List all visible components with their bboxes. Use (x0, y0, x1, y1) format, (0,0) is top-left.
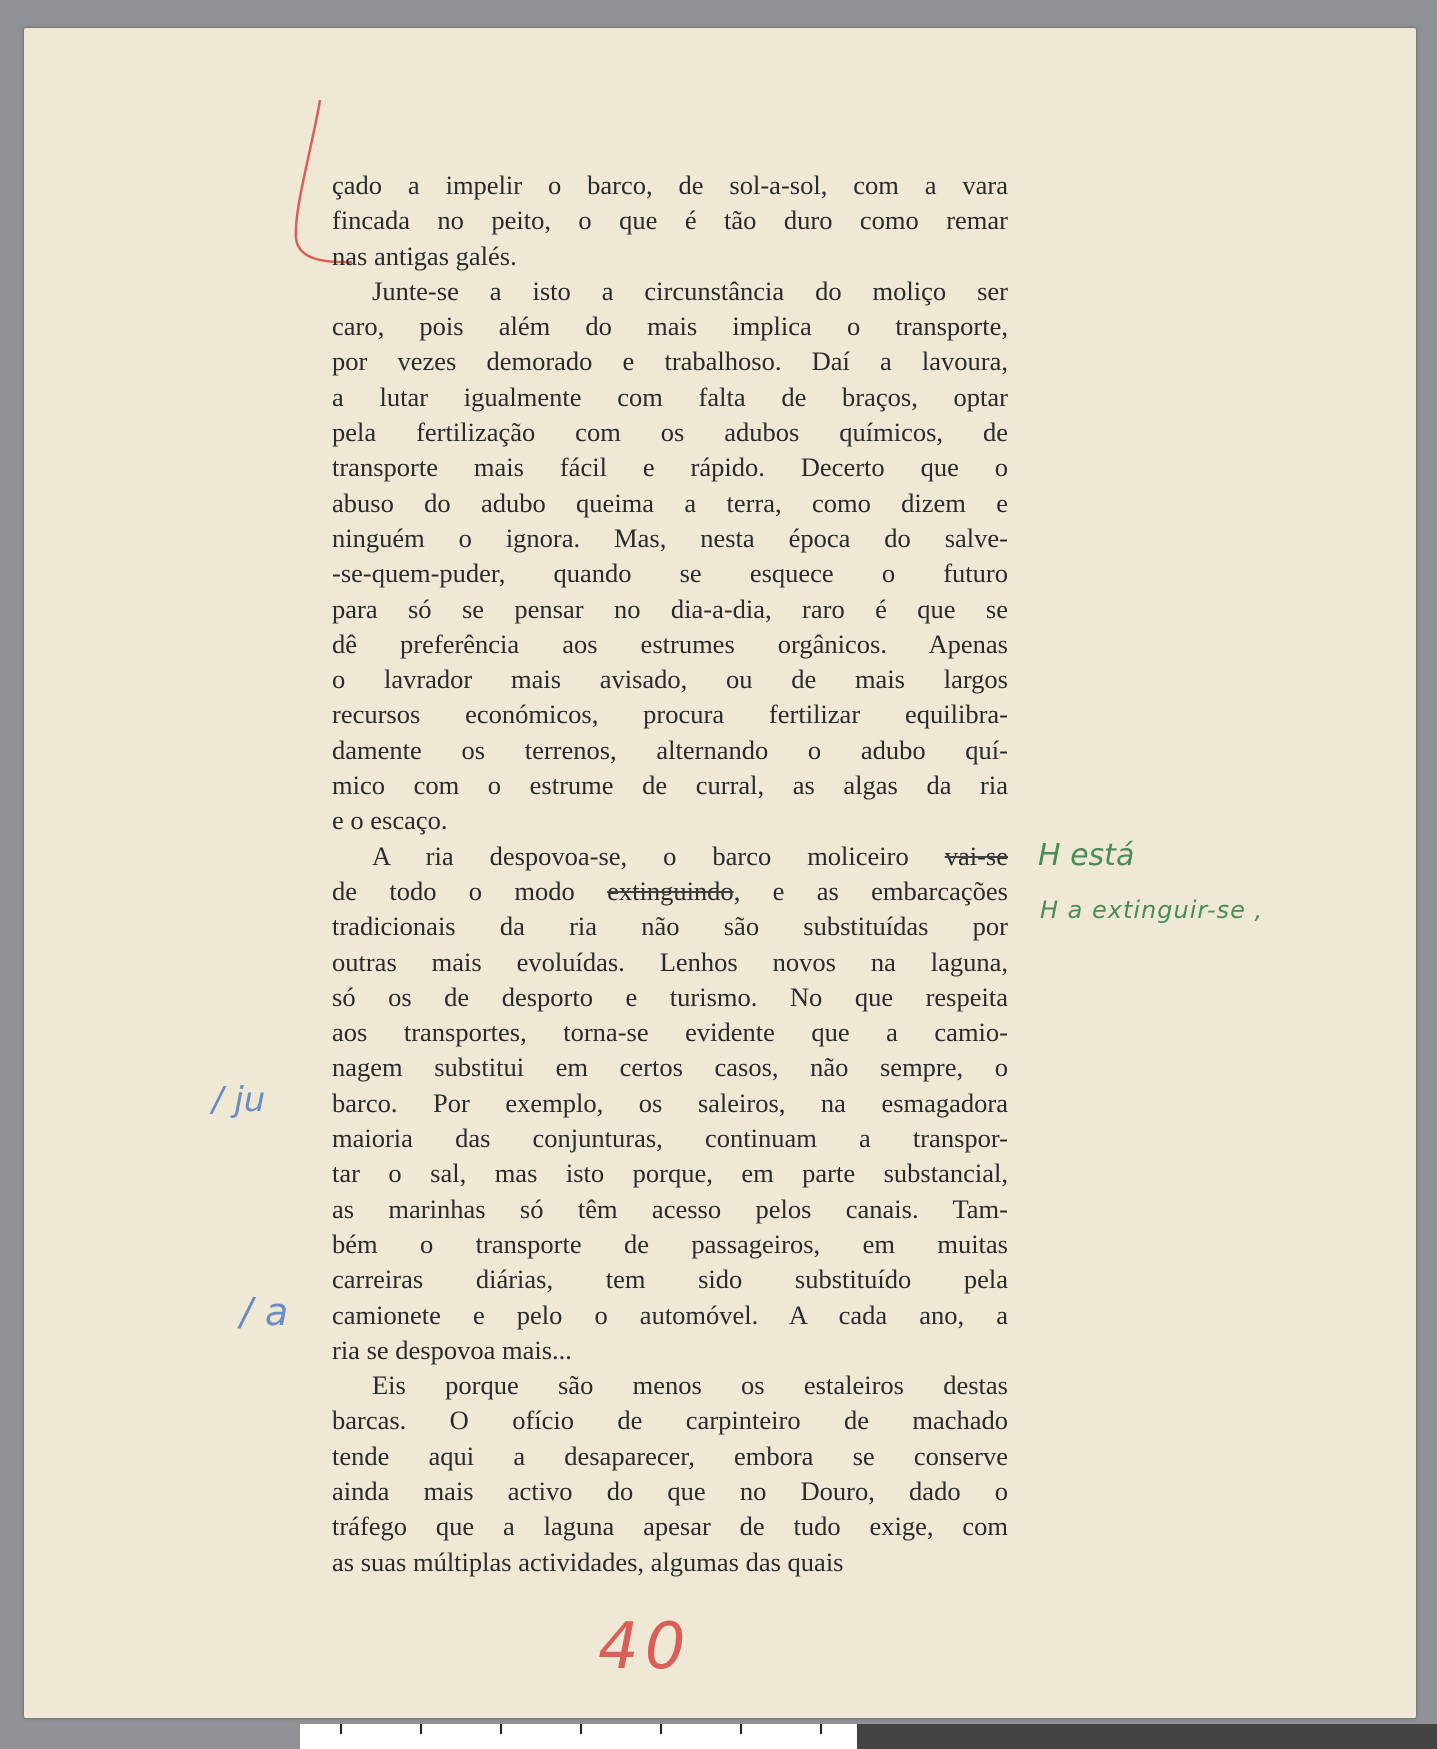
text-line: abuso do adubo queima a terra, como dizem e (332, 487, 1008, 518)
text-line: ria se despovoa mais... (332, 1334, 572, 1365)
text-line: caro, pois além do mais implica o transporte, (332, 311, 1008, 342)
margin-note-blue-1: / ju (212, 1080, 266, 1120)
margin-note-green-1: H está (1038, 838, 1135, 873)
text-line: só os de desporto e turismo. No que respeita (332, 981, 1008, 1012)
text-line: tradicionais da ria não são substituídas por (332, 911, 1008, 942)
paragraph (332, 274, 1008, 839)
text-line: A ria despovoa-se, o barco moliceiro vai-se (372, 840, 1008, 871)
text-line: Eis porque são menos os estaleiros destas (372, 1370, 1008, 1401)
text-line: tende aqui a desaparecer, embora se conserve (332, 1440, 1008, 1471)
text-line: bém o transporte de passageiros, em muitas (332, 1228, 1008, 1259)
text-line: maioria das conjunturas, continuam a transpor- (332, 1123, 1008, 1154)
text-line: de todo o modo extinguindo, e as embarcações (332, 875, 1008, 906)
text-line: por vezes demorado e trabalhoso. Daí a lavoura, (332, 346, 1008, 377)
text-line: transporte mais fácil e rápido. Decerto que o (332, 452, 1008, 483)
text-line: ninguém o ignora. Mas, nesta época do salve- (332, 522, 1008, 553)
text-line: barcas. O ofício de carpinteiro de machado (332, 1405, 1008, 1436)
text-line: as marinhas só têm acesso pelos canais. Tam- (332, 1193, 1008, 1224)
body-text (332, 168, 1008, 1580)
paragraph (332, 839, 1008, 1368)
text-line: dê preferência aos estrumes orgânicos. Apenas (332, 628, 1008, 659)
text-line: barco. Por exemplo, os saleiros, na esmagadora (332, 1087, 1008, 1118)
paragraph (332, 1368, 1008, 1580)
text-line: aos transportes, torna-se evidente que a camio- (332, 1017, 1008, 1048)
text-line: ainda mais activo do que no Douro, dado o (332, 1475, 1008, 1506)
text-line: tar o sal, mas isto porque, em parte substancial, (332, 1158, 1008, 1189)
text-line: camionete e pelo o automóvel. A cada ano, a (332, 1299, 1008, 1330)
text-line: e o escaço. (332, 805, 448, 836)
text-line: o lavrador mais avisado, ou de mais largos (332, 664, 1008, 695)
text-line: mico com o estrume de curral, as algas da ria (332, 770, 1008, 801)
text-line: as suas múltiplas actividades, algumas das quais (332, 1546, 844, 1577)
text-line: pela fertilização com os adubos químicos, de (332, 417, 1008, 448)
text-line: a lutar igualmente com falta de braços, optar (332, 381, 1008, 412)
text-line: para só se pensar no dia-a-dia, raro é que se (332, 593, 1008, 624)
text-line: outras mais evoluídas. Lenhos novos na laguna, (332, 946, 1008, 977)
text-line: fincada no peito, o que é tão duro como remar (332, 205, 1008, 236)
text-line: -se-quem-puder, quando se esquece o futuro (332, 558, 1008, 589)
text-line: nagem substitui em certos casos, não sempre, o (332, 1052, 1008, 1083)
margin-note-blue-2: / a (240, 1290, 289, 1334)
text-line: Junte-se a isto a circunstância do moliço ser (372, 275, 1008, 306)
page-number: 40 (598, 1610, 692, 1684)
text-line: tráfego que a laguna apesar de tudo exige, com (332, 1511, 1008, 1542)
paragraph (332, 168, 1008, 274)
text-line: carreiras diárias, tem sido substituído pela (332, 1264, 1008, 1295)
text-line: damente os terrenos, alternando o adubo quí- (332, 734, 1008, 765)
text-line: nas antigas galés. (332, 240, 517, 271)
color-scale-bar (300, 1724, 1437, 1749)
text-line: çado a impelir o barco, de sol-a-sol, com a vara (332, 170, 1008, 200)
margin-note-green-2: H a extinguir-se , (1040, 896, 1264, 924)
text-line: recursos económicos, procura fertilizar equilibra- (332, 699, 1008, 730)
